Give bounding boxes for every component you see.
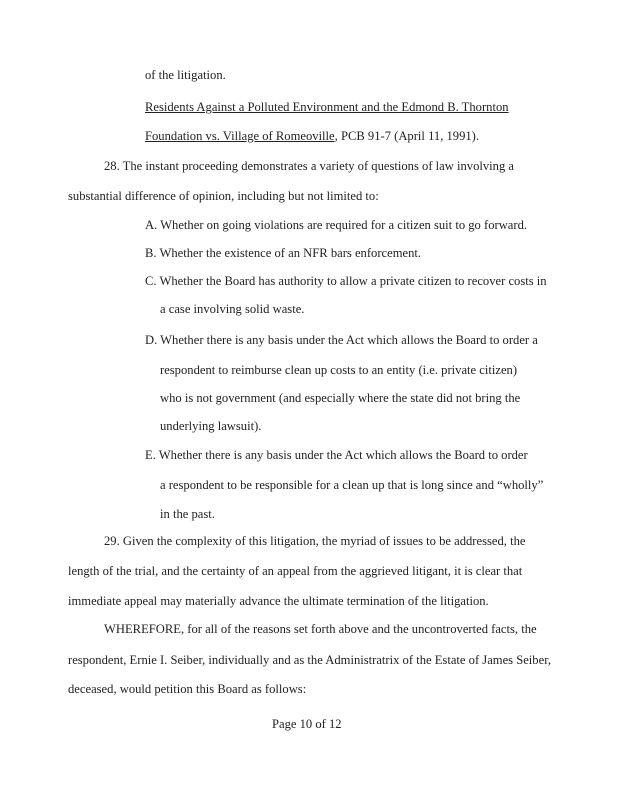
list-item-b: B. Whether the existence of an NFR bars enforcement. [145, 246, 422, 260]
paragraph-29-line: immediate appeal may materially advance the ultimate termination of the litigation. [68, 594, 489, 608]
paragraph-28-line: substantial difference of opinion, including but not limited to: [68, 189, 379, 203]
paragraph-29-line: 29. Given the complexity of this litigation, the myriad of issues to be addressed, the [104, 534, 526, 548]
citation-line: Residents Against a Polluted Environment and the Edmond B. Thornton [145, 100, 509, 114]
wherefore-line: WHEREFORE, for all of the reasons set forth above and the uncontroverted facts, the [104, 622, 537, 636]
paragraph-29-line: length of the trial, and the certainty of an appeal from the aggrieved litigant, it is clear that [68, 564, 523, 578]
page-number: Page 10 of 12 [272, 717, 342, 731]
list-item-d-continued: underlying lawsuit). [160, 419, 262, 433]
list-item-e-continued: in the past. [160, 507, 215, 521]
paragraph-28-line: 28. The instant proceeding demonstrates a variety of questions of law involving a [104, 159, 515, 173]
wherefore-line: deceased, would petition this Board as follows: [68, 682, 307, 696]
list-item-d-continued: who is not government (and especially where the state did not bring the [160, 391, 521, 405]
list-item-e: E. Whether there is any basis under the Act which allows the Board to order [145, 448, 528, 462]
wherefore-line: respondent, Ernie I. Seiber, individually and as the Administratrix of the Estate of James Seiber, [68, 653, 552, 667]
body-line: of the litigation. [145, 68, 226, 82]
citation-line [145, 128, 479, 144]
list-item-c-continued: a case involving solid waste. [160, 302, 305, 316]
list-item-d-continued: respondent to reimburse clean up costs to an entity (i.e. private citizen) [160, 363, 518, 377]
list-item-a: A. Whether on going violations are required for a citizen suit to go forward. [145, 218, 528, 232]
list-item-e-continued: a respondent to be responsible for a clean up that is long since and “wholly” [160, 478, 544, 492]
citation-reference: , PCB 91-7 (April 11, 1991). [334, 129, 480, 143]
citation-case-name: Foundation vs. Village of Romeoville [145, 129, 335, 143]
list-item-c: C. Whether the Board has authority to allow a private citizen to recover costs in [145, 274, 547, 288]
list-item-d: D. Whether there is any basis under the Act which allows the Board to order a [145, 333, 538, 347]
